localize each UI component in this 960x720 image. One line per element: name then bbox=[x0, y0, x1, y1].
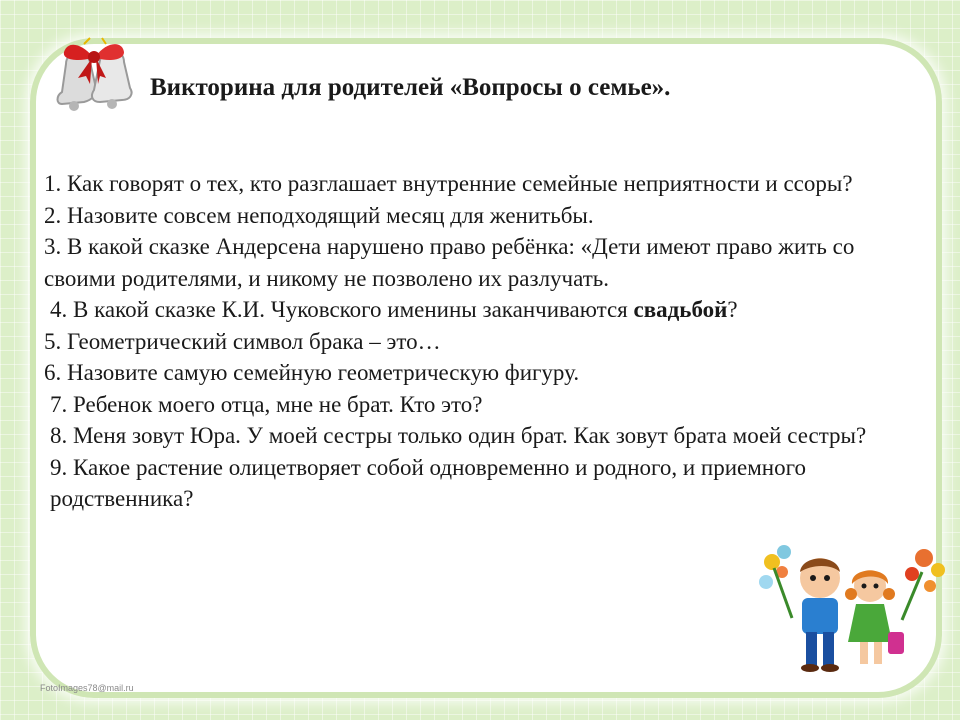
question-2: 2. Назовите совсем неподходящий месяц для женитьбы. bbox=[44, 202, 594, 228]
flowers-left bbox=[759, 545, 792, 618]
question-4-end: ? bbox=[727, 297, 738, 322]
bells-with-red-bow-icon bbox=[44, 26, 144, 126]
flowers-right bbox=[902, 549, 945, 620]
question-9: 9. Какое растение олицетворяет собой одновременно и родного, и приемного родственника? bbox=[50, 454, 806, 511]
question-5: 5. Геометрический символ брака – это… bbox=[44, 328, 441, 354]
boy-figure bbox=[800, 558, 840, 672]
question-4-bold-word: свадьбой bbox=[633, 297, 728, 322]
question-list bbox=[44, 168, 924, 515]
watermark: FotoImages78@mail.ru bbox=[40, 683, 134, 693]
question-4-text: 4. В какой сказке К.И. Чуковского именины заканчиваются bbox=[50, 297, 634, 322]
girl-figure bbox=[845, 570, 904, 664]
question-7: 7. Ребенок моего отца, мне не брат. Кто это? bbox=[50, 391, 483, 417]
children-with-flowers-icon bbox=[752, 528, 952, 678]
question-6: 6. Назовите самую семейную геометрическую фигуру. bbox=[44, 360, 580, 385]
question-3: 3. В какой сказке Андерсена нарушено право ребёнка: «Дети имеют право жить со своими родителями, и никому не позволено их разлучать. bbox=[44, 234, 855, 291]
question-4 bbox=[44, 294, 924, 326]
question-1: 1. Как говорят о тех, кто разглашает внутренние семейные неприятности и ссоры? bbox=[44, 171, 853, 196]
page-title: Викторина для родителей «Вопросы о семье». bbox=[150, 74, 671, 101]
question-8: 8. Меня зовут Юра. У моей сестры только один брат. Как зовут брата моей сестры? bbox=[50, 423, 867, 448]
